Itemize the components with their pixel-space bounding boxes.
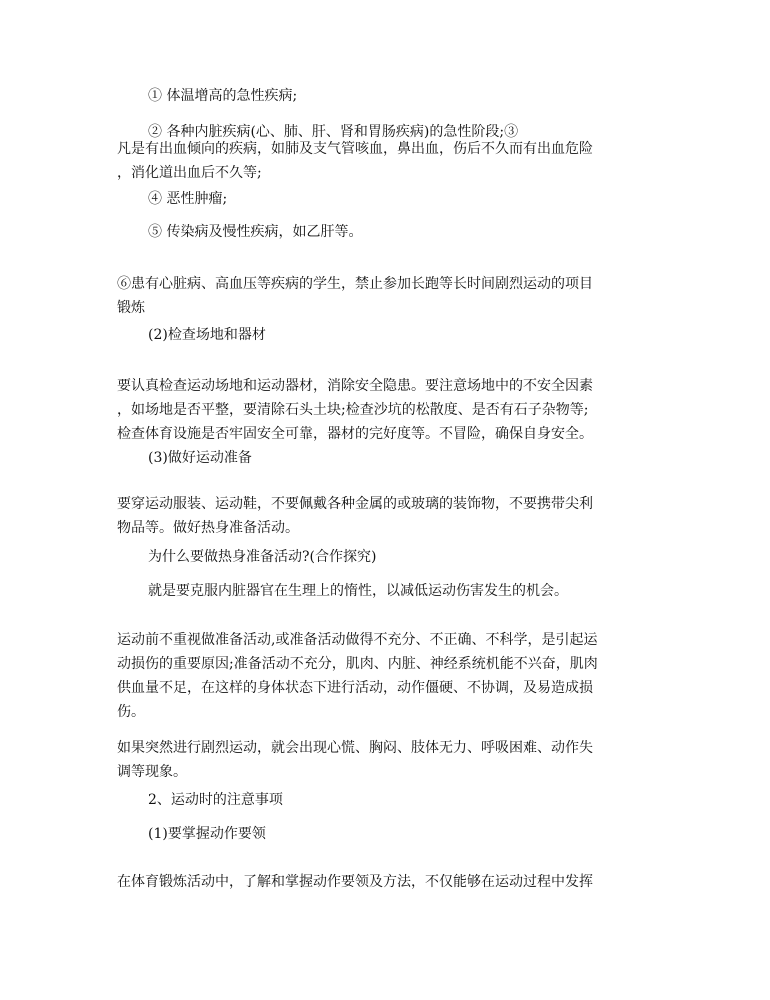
paragraph-item-5 [148, 220, 648, 244]
text-line: ④ 恶性肿瘤; [148, 191, 228, 207]
paragraph-warmup-importance [117, 628, 647, 724]
text-line: 伤。 [117, 704, 145, 720]
question-warmup [148, 545, 648, 569]
text-line: 检查体育设施是否牢固安全可靠，器材的完好度等。不冒险，确保自身安全。 [117, 426, 593, 442]
paragraph-master-technique [117, 870, 647, 894]
paragraph-item-6 [117, 272, 647, 320]
text-line: ⑥患有心脏病、高血压等疾病的学生，禁止参加长跑等长时间剧烈运动的项目 [117, 276, 593, 292]
text-line: ⑤ 传染病及慢性疾病，如乙肝等。 [148, 224, 363, 240]
text-line: 锻炼 [117, 300, 145, 316]
text-line: 调等现象。 [117, 764, 187, 780]
subheading-master-technique [148, 822, 648, 846]
text-line: ② 各种内脏疾病(心、肺、肝、肾和胃肠疾病)的急性阶段;③ [148, 124, 519, 140]
subheading-check-venue [148, 323, 648, 347]
text-line: 供血量不足，在这样的身体状态下进行活动，动作僵硬、不协调，及易造成损 [117, 680, 593, 696]
text-line: 2、运动时的注意事项 [148, 792, 283, 808]
text-line: 为什么要做热身准备活动?(合作探究) [148, 549, 377, 565]
text-line: 要认真检查运动场地和运动器材，消除安全隐患。要注意场地中的不安全因素 [117, 378, 593, 394]
paragraph-item-4 [148, 187, 648, 211]
text-line: ① 体温增高的急性疾病; [148, 88, 298, 104]
text-line: (3)做好运动准备 [148, 450, 252, 466]
text-line: ，消化道出血后不久等; [117, 165, 262, 181]
subheading-preparation [148, 446, 648, 470]
text-line: 如果突然进行剧烈运动，就会出现心慌、胸闷、肢体无力、呼吸困难、动作失 [117, 740, 593, 756]
text-line: (1)要掌握动作要领 [148, 826, 266, 842]
text-line: 物品等。做好热身准备活动。 [117, 520, 299, 536]
section-heading-during-exercise [148, 788, 648, 812]
paragraph-item-3 [117, 137, 647, 185]
answer-warmup [148, 579, 648, 603]
text-line: 在体育锻炼活动中，了解和掌握动作要领及方法，不仅能够在运动过程中发挥 [117, 874, 593, 890]
paragraph-check-venue [117, 374, 647, 446]
text-line: 凡是有出血倾向的疾病，如肺及支气管咳血，鼻出血，伤后不久而有出血危险 [117, 141, 593, 157]
text-line: 要穿运动服装、运动鞋，不要佩戴各种金属的或玻璃的装饰物，不要携带尖利 [117, 496, 593, 512]
paragraph-item-1 [148, 84, 648, 108]
text-line: 就是要克服内脏器官在生理上的惰性，以减低运动伤害发生的机会。 [148, 583, 568, 599]
paragraph-sudden-exercise [117, 736, 647, 784]
text-line: (2)检查场地和器材 [148, 327, 266, 343]
text-line: ，如场地是否平整，要清除石头土块;检查沙坑的松散度、是否有石子杂物等; [117, 402, 589, 418]
text-line: 动损伤的重要原因;准备活动不充分，肌肉、内脏、神经系统机能不兴奋，肌肉 [117, 656, 598, 672]
text-line: 运动前不重视做准备活动,或准备活动做得不充分、不正确、不科学，是引起运 [117, 632, 598, 648]
paragraph-preparation [117, 492, 647, 540]
